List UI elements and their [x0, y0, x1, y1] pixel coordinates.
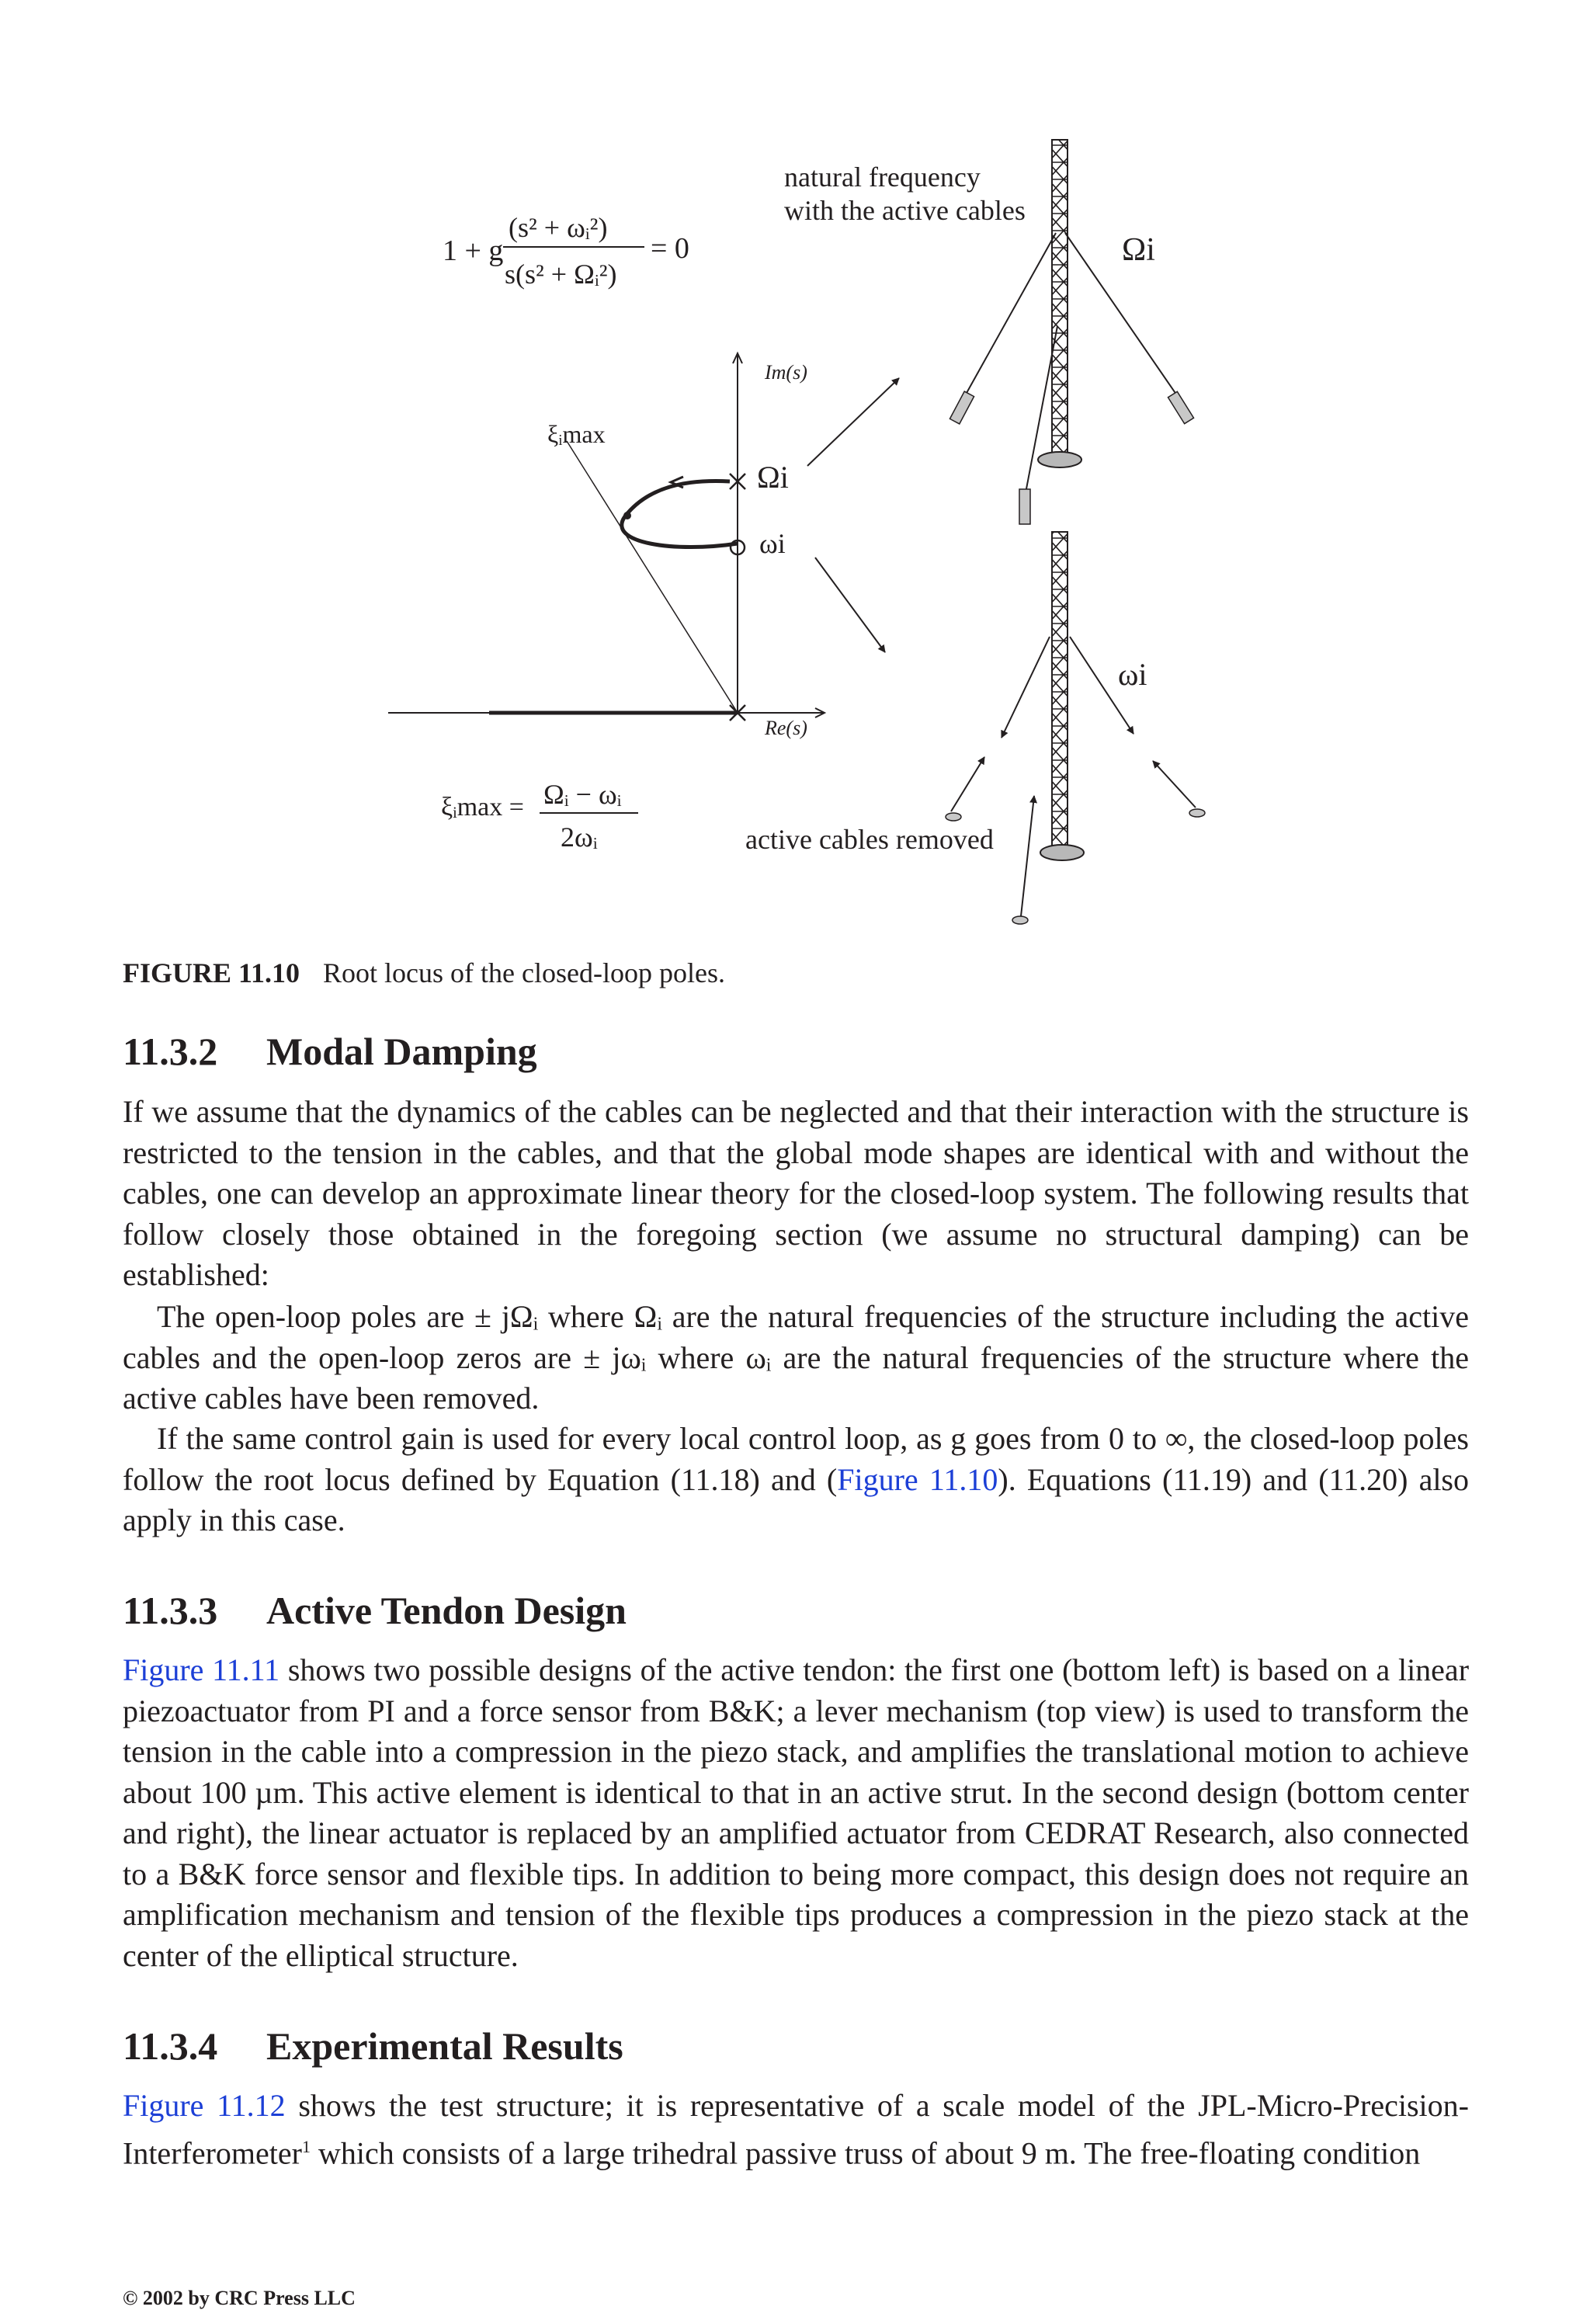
paragraph-3: [123, 1419, 1469, 1541]
footnote-marker[interactable]: 1: [301, 2136, 311, 2156]
cables-removed-label: active cables removed: [745, 824, 994, 855]
eq-bottom-lhs: ξᵢmax =: [441, 793, 524, 822]
arrow-to-top-truss: [807, 378, 899, 466]
omega-cap-right-label: Ωi: [1122, 232, 1155, 268]
figure-11-11-link[interactable]: Figure 11.11: [123, 1652, 280, 1687]
paragraph-3-text-b: ). Equations (11.19) and (11.20) also apply in this case.: [123, 1461, 1469, 1537]
paragraph-5-text-2: which consists of a large trihedral passive truss of about 9 m. The free-floating condition: [310, 2135, 1421, 2170]
paragraph-1: If we assume that the dynamics of the cables can be neglected and that their interaction with the structure is restricted to the tension in the cables, and that the global mode shapes are identical with and without the cables, one can develop an approximate linear theory for the closed-loop system. The following results that follow closely those obtained in the foregoing section (we assume no structural damping) can be established:: [123, 1094, 1469, 1292]
truss-with-cables: [784, 140, 1194, 524]
caption-number: FIGURE 11.10: [123, 957, 300, 988]
equation-top: [443, 212, 689, 290]
section-title: Experimental Results: [266, 2024, 623, 2068]
locus-curve: [622, 481, 738, 547]
natural-frequency-label-1: natural frequency: [784, 162, 981, 193]
paragraph-4-text: shows two possible designs of the active tendon: the first one (bottom left) is based on a linear piezoactuator from PI and a force sensor from B&K; a lever mechanism (top view) is used to transform the tension in the cable into a compression in the piezo stack, and amplifies the translational motion to achieve about 100 µm. This active element is identical to that in an active strut. In the second design (bottom center and right), the linear actuator is replaced by an amplified actuator from CEDRAT Research, also connected to a B&K force sensor and flexible tips. In addition to being more compact, this design does not require an amplification mechanism and tension of the flexible tips produces a compression in the piezo stack at the center of the elliptical structure.: [123, 1652, 1470, 1973]
equation-bottom: [441, 779, 638, 853]
natural-frequency-label-2: with the active cables: [784, 195, 1026, 226]
omega-small-label: ωi: [759, 528, 786, 559]
figure-caption: [123, 957, 725, 989]
paragraph-5-text-1: shows the test structure; it is representative of a scale model of the JPL-Micro-Precision-Interferometer: [123, 2088, 1469, 2170]
omega-small-right-label: ωi: [1118, 657, 1147, 692]
copyright-footer: © 2002 by CRC Press LLC: [123, 2287, 356, 2309]
caption-text: Root locus of the closed-loop poles.: [323, 957, 725, 988]
omega-cap-label: Ωi: [757, 460, 789, 495]
section-title: Active Tendon Design: [266, 1589, 627, 1632]
eq-bottom-denominator: 2ωᵢ: [561, 822, 598, 853]
paragraph-5: [123, 2086, 1469, 2173]
section-number: 11.3.2: [123, 1030, 218, 1073]
paragraph-4: [123, 1650, 1469, 1976]
section-heading-modal-damping: [123, 1029, 537, 1074]
eq-top-lhs: 1 + g: [443, 234, 504, 267]
section-title: Modal Damping: [266, 1030, 537, 1073]
eq-top-rhs: = 0: [651, 232, 689, 265]
figure-root-locus: [0, 0, 1590, 947]
im-axis-label: Im(s): [765, 361, 807, 384]
root-locus-plot: [388, 353, 899, 739]
section-number: 11.3.3: [123, 1589, 218, 1632]
figure-11-12-link[interactable]: Figure 11.12: [123, 2088, 286, 2123]
figure-11-10-link[interactable]: Figure 11.10: [837, 1461, 998, 1497]
eq-bottom-numerator: Ωᵢ − ωᵢ: [543, 779, 622, 810]
truss-cables-removed: [745, 532, 1205, 924]
section-heading-experimental-results: [123, 2024, 623, 2069]
eq-top-numerator: (s² + ωᵢ²): [509, 212, 608, 243]
paragraph-2: [123, 1297, 1469, 1419]
xi-max-label: ξᵢmax: [547, 420, 606, 448]
paragraph-2-text: The open-loop poles are ± jΩᵢ where Ωᵢ are the natural frequencies of the structure including the active cables and the open-loop zeros are ± jωᵢ where ωᵢ are the natural frequencies of the structure where the active cables have been removed.: [123, 1299, 1469, 1416]
section-number: 11.3.4: [123, 2024, 218, 2068]
arrow-to-bottom-truss: [815, 558, 885, 652]
re-axis-label: Re(s): [765, 717, 807, 739]
section-heading-active-tendon: [123, 1588, 627, 1633]
eq-top-denominator: s(s² + Ωᵢ²): [505, 259, 617, 290]
paragraph-3-text-a: If the same control gain is used for every local control loop, as g goes from 0 to ∞, the closed-loop poles follow the root locus defined by Equation (11.18) and (: [123, 1421, 1469, 1497]
